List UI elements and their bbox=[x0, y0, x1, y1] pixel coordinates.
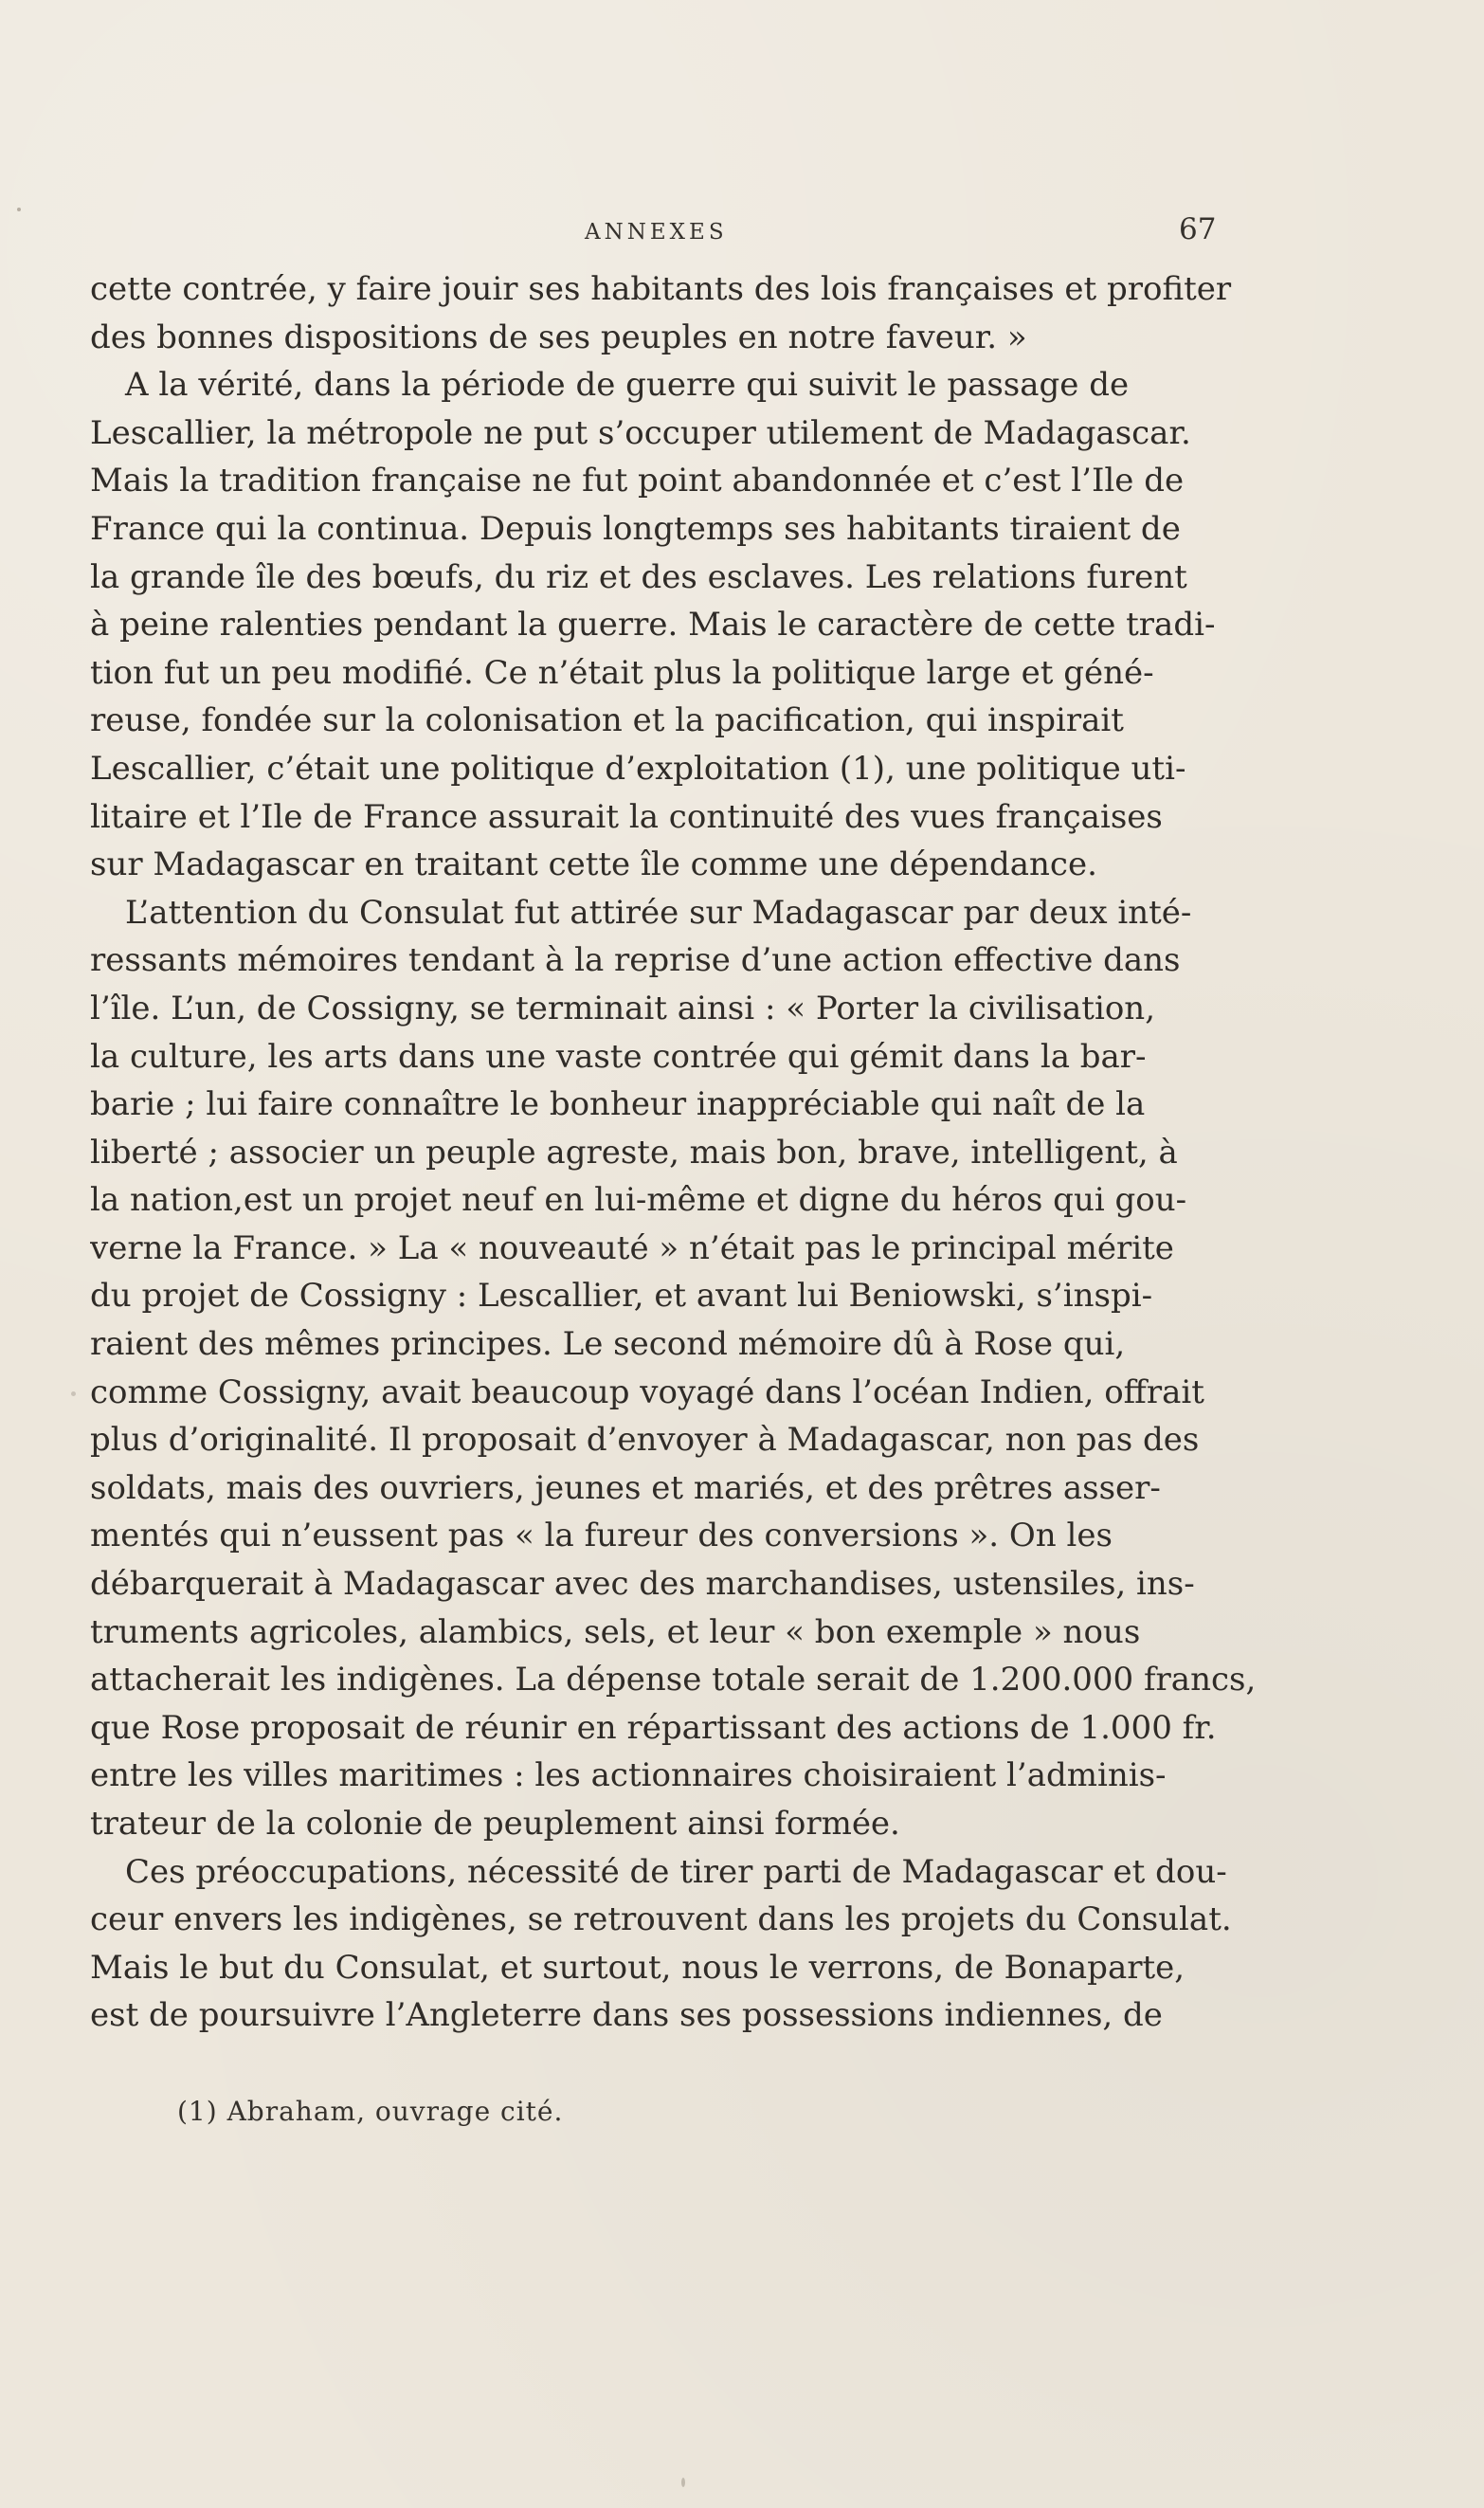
text-line-6: France qui la continua. Depuis longtemps ses habitants tiraient de bbox=[90, 509, 1181, 548]
text-line-35: ceur envers les indigènes, se retrouvent dans les projets du Consulat. bbox=[90, 1900, 1232, 1939]
text-line-24: comme Cossigny, avait beaucoup voyagé dans l’océan Indien, offrait bbox=[90, 1372, 1204, 1411]
text-line-14: L’attention du Consulat fut attirée sur Madagascar par deux inté- bbox=[125, 893, 1192, 932]
text-line-10: reuse, fondée sur la colonisation et la pacification, qui inspirait bbox=[90, 701, 1124, 740]
text-line-36: Mais le but du Consulat, et surtout, nous le verrons, de Bonaparte, bbox=[90, 1948, 1185, 1987]
page-number: 67 bbox=[1179, 212, 1217, 246]
text-line-17: la culture, les arts dans une vaste contrée qui gémit dans la bar- bbox=[90, 1037, 1147, 1076]
text-line-27: mentés qui n’eussent pas « la fureur des conversions ». On les bbox=[90, 1517, 1113, 1555]
text-line-9: tion fut un peu modifié. Ce n’était plus la politique large et géné- bbox=[90, 653, 1154, 692]
text-line-3: A la vérité, dans la période de guerre qui suivit le passage de bbox=[125, 366, 1130, 405]
text-line-30: attacherait les indigènes. La dépense totale serait de 1.200.000 francs, bbox=[90, 1661, 1257, 1699]
text-line-11: Lescallier, c’était une politique d’exploitation (1), une politique uti- bbox=[90, 749, 1186, 788]
text-line-4: Lescallier, la métropole ne put s’occuper utilement de Madagascar. bbox=[90, 413, 1191, 452]
page-header bbox=[0, 212, 1484, 258]
text-line-19: liberté ; associer un peuple agreste, mais bon, brave, intelligent, à bbox=[90, 1133, 1178, 1172]
paper-mark bbox=[17, 208, 21, 211]
text-line-20: la nation,est un projet neuf en lui-même et digne du héros qui gou- bbox=[90, 1181, 1187, 1220]
text-line-32: entre les villes maritimes : les actionnaires choisiraient l’adminis- bbox=[90, 1756, 1167, 1795]
text-line-23: raient des mêmes principes. Le second mémoire dû à Rose qui, bbox=[90, 1325, 1126, 1364]
text-line-7: la grande île des bœufs, du riz et des esclaves. Les relations furent bbox=[90, 557, 1187, 596]
text-line-2: des bonnes dispositions de ses peuples en notre faveur. » bbox=[90, 318, 1027, 356]
text-line-8: à peine ralenties pendant la guerre. Mais le caractère de cette tradi- bbox=[90, 606, 1216, 645]
running-head: ANNEXES bbox=[585, 220, 728, 245]
text-line-12: litaire et l’Ile de France assurait la continuité des vues françaises bbox=[90, 797, 1163, 836]
text-line-31: que Rose proposait de réunir en répartissant des actions de 1.000 fr. bbox=[90, 1708, 1217, 1747]
text-line-25: plus d’originalité. Il proposait d’envoyer à Madagascar, non pas des bbox=[90, 1421, 1200, 1460]
page-body bbox=[90, 265, 1289, 2040]
text-line-28: débarquerait à Madagascar avec des marchandises, ustensiles, ins- bbox=[90, 1565, 1195, 1604]
text-line-13: sur Madagascar en traitant cette île comme une dépendance. bbox=[90, 845, 1097, 884]
text-line-18: barie ; lui faire connaître le bonheur inappréciable qui naît de la bbox=[90, 1085, 1146, 1124]
text-line-22: du projet de Cossigny : Lescallier, et avant lui Beniowski, s’inspi- bbox=[90, 1277, 1153, 1316]
text-line-1: cette contrée, y faire jouir ses habitants des lois françaises et profiter bbox=[90, 270, 1232, 308]
text-line-5: Mais la tradition française ne fut point abandonnée et c’est l’Ile de bbox=[90, 462, 1185, 500]
footnote: (1) Abraham, ouvrage cité. bbox=[177, 2096, 564, 2127]
text-line-15: ressants mémoires tendant à la reprise d’une action effective dans bbox=[90, 941, 1181, 980]
text-line-37: est de poursuivre l’Angleterre dans ses possessions indiennes, de bbox=[90, 1996, 1163, 2035]
paper-speck bbox=[71, 1391, 76, 1396]
text-line-33: trateur de la colonie de peuplement ainsi formée. bbox=[90, 1805, 900, 1843]
text-line-16: l’île. L’un, de Cossigny, se terminait ainsi : « Porter la civilisation, bbox=[90, 989, 1156, 1027]
text-line-21: verne la France. » La « nouveauté » n’était pas le principal mérite bbox=[90, 1228, 1174, 1267]
text-line-26: soldats, mais des ouvriers, jeunes et mariés, et des prêtres asser- bbox=[90, 1468, 1161, 1507]
paper-speck bbox=[681, 2478, 685, 2487]
text-line-29: truments agricoles, alambics, sels, et leur « bon exemple » nous bbox=[90, 1612, 1141, 1651]
text-line-34: Ces préoccupations, nécessité de tirer parti de Madagascar et dou- bbox=[125, 1852, 1227, 1891]
